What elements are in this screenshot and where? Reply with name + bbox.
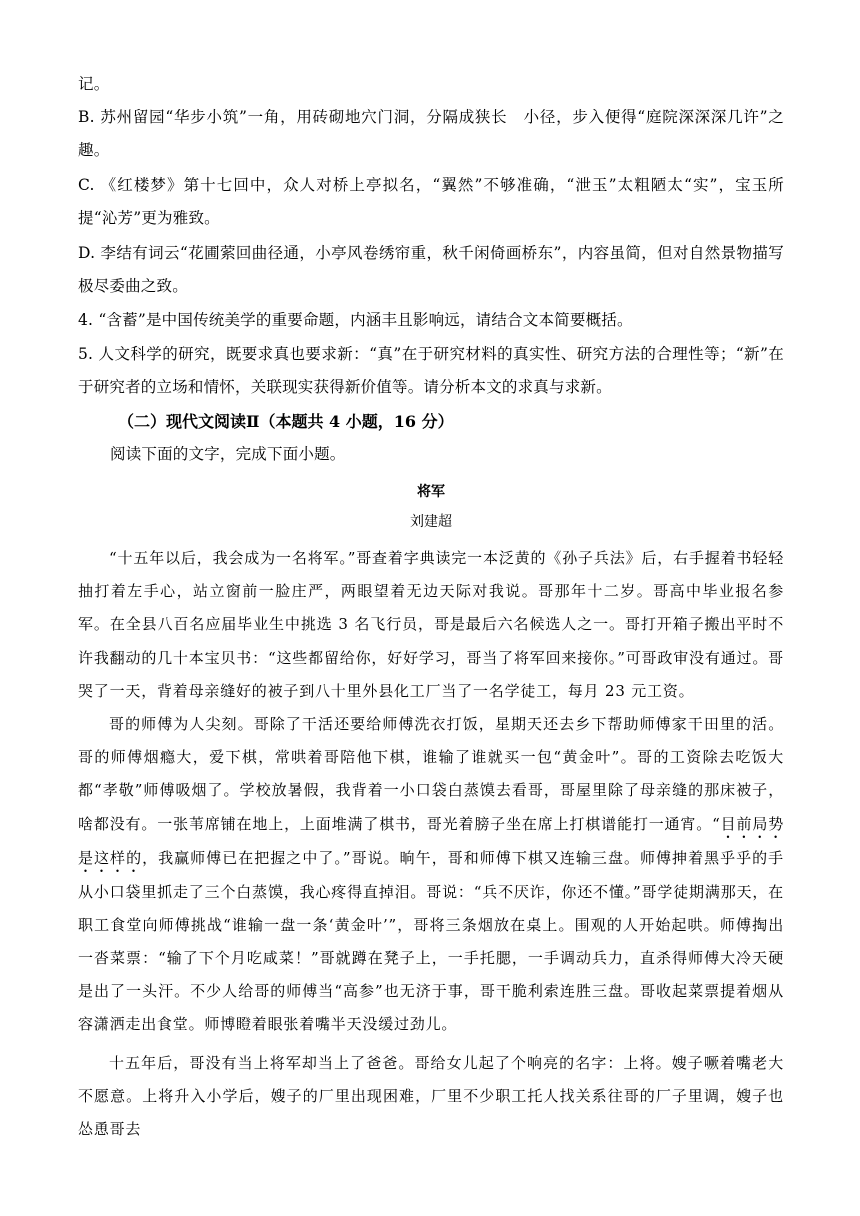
paragraph-2-text-b: ，我赢师傅已在把握之中了。”哥说。晌午，哥和师傅下棋又连输三盘。师傅抻着黑乎乎的手从小口袋里抓走了三个白蒸馍，我心疼得直掉泪。哥说：“兵不厌诈，你还不懂。”哥学徒期满那天，在职工食堂向师傅挑战“谁输一盘一条‘黄金叶’”，哥将三条烟放在桌上。围观的人开始起哄。师傅掏出一沓菜票：“输了下个月吃咸菜！”哥就蹲在凳子上，一手托腮，一手调动兵力，直杀得师傅大冷天硬是出了一头汗。不少人给哥的师傅当“高参”也无济于事，哥干脆利索连胜三盘。哥收起菜票提着烟从容潇洒走出食堂。师博瞪着眼张着嘴半天没缓过劲儿。 (78, 848, 784, 1034)
option-c: C. 《红楼梦》第十七回中，众人对桥上亭拟名，“翼然”不够准确，“泄玉”太粗陋太“实”，宝玉所提“沁芳”更为雅致。 (78, 176, 784, 227)
reading-instruction: 阅读下面的文字，完成下面小题。 (110, 445, 346, 463)
section-heading: （二）现代文阅读Ⅱ（本题共 4 小题，16 分） (118, 412, 454, 431)
story-author: 刘建超 (410, 514, 452, 530)
paragraph-2-text-a: 哥的师傅为人尖刻。哥除了干活还要给师傅洗衣打饭，星期天还去乡下帮助师傅家干田里的活。哥的师傅烟瘾大，爱下棋，常哄着哥陪他下棋，谁输了谁就买一包“黄金叶”。哥的工资除去吃饭大都“孝敬”师傅吸烟了。学校放暑假，我背着一小口袋白蒸馍去看哥，哥屋里除了母亲缝的那床被子，啥都没有。一张苇席铺在地上，上面堆满了棋书，哥光着膀子坐在席上打棋谱能打一通宵。“ (78, 715, 784, 833)
previous-item-tail: 记。 (78, 75, 110, 93)
story-paragraph-3: 十五年后，哥没有当上将军却当上了爸爸。哥给女儿起了个响亮的名字：上将。嫂子噘着嘴老大不愿意。上将升入小学后，嫂子的厂里出现困难，厂里不少职工托人找关系往哥的厂子里调，嫂子也怂恿哥去 (78, 1054, 784, 1139)
emphasized-phrase: 目前局势是这样的 (78, 814, 784, 867)
question-5: 5. 人文科学的研究，既要求真也要求新：“真”在于研究材料的真实性、研究方法的合理性等；“新”在于研究者的立场和情怀，关联现实获得新价值等。请分析本文的求真与求新。 (78, 345, 784, 396)
story-title: 将军 (417, 484, 445, 500)
question-4: 4. “含蓄”是中国传统美学的重要命题，内涵丰且影响远，请结合文本简要概括。 (78, 311, 633, 329)
story-paragraph-1: “十五年以后，我会成为一名将军。”哥查着字典读完一本泛黄的《孙子兵法》后，右手握着书轻轻抽打着左手心，站立窗前一脸庄严，两眼望着无边天际对我说。哥那年十二岁。哥高中毕业报名参军。在全县八百名应届毕业生中挑选 3 名飞行员，哥是最后六名候选人之一。哥打开箱子搬出平时不许我翻动的几十本宝贝书：“这些都留给你，好好学习，哥当了将军回来接你。”可哥政审没有通过。哥哭了一天，背着母亲缝好的被子到八十里外县化工厂当了一名学徒工，每月 23 元工资。 (78, 549, 784, 700)
option-d: D. 李结有词云“花圃萦回曲径通，小亭风卷绣帘重，秋千闲倚画桥东”，内容虽简，但对自然景物描写极尽委曲之致。 (78, 244, 784, 295)
option-b: B. 苏州留园“华步小筑”一角，用砖砌地穴门洞，分隔成狭长 小径，步入便得“庭院深深深几许”之趣。 (78, 108, 784, 159)
story-paragraph-2 (78, 708, 784, 1042)
